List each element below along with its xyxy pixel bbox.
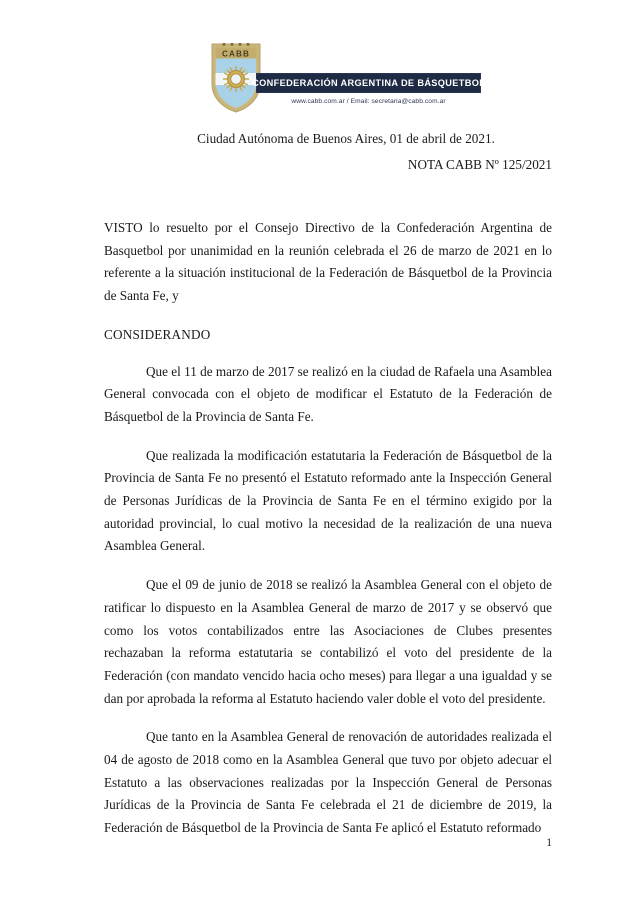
considerando-paragraph-4: Que tanto en la Asamblea General de renovación de autoridades realizada el 04 de agosto de 2018 como en la Asamblea General que tuvo por objeto adecuar el Estatuto a las observaciones realizadas por la Inspección General de Personas Jurídicas de la Provincia de Santa Fe celebrada el 21 de diciembre de 2019, la Federación de Básquetbol de la Provincia de Santa Fe aplicó el Estatuto reformado	[104, 729, 552, 836]
considerando-paragraph-1: Que el 11 de marzo de 2017 se realizó en la ciudad de Rafaela una Asamblea General convocada con el objeto de modificar el Estatuto de la Federación de Básquetbol de la Provincia de Santa Fe.	[104, 363, 552, 424]
organization-banner	[251, 73, 486, 93]
visto-paragraph: VISTO lo resuelto por el Consejo Directivo de la Confederación Argentina de Basquetbol por unanimidad en la reunión celebrada el 26 de marzo de 2021 en lo referente a la situación institucional de la Federación de Básquetbol de la Provincia de Santa Fe, y	[104, 220, 552, 304]
organization-name: CONFEDERACIÓN ARGENTINA DE BÁSQUETBOL	[251, 78, 486, 88]
considerando-heading: CONSIDERANDO	[104, 326, 211, 342]
page-number: 1	[546, 836, 552, 849]
nota-reference: NOTA CABB Nº 125/2021	[407, 157, 552, 172]
considerando-paragraph-2: Que realizada la modificación estatutaria la Federación de Básquetbol de la Provincia de Santa Fe no presentó el Estatuto reformado ante la Inspección General de Personas Jurídicas de la Provincia de Santa Fe en el término exigido por la autoridad provincial, lo cual motivo la necesidad de la realización de una nueva Asamblea General.	[104, 447, 552, 554]
place-and-date: Ciudad Autónoma de Buenos Aires, 01 de abril de 2021.	[197, 131, 495, 146]
letterhead	[0, 34, 640, 124]
letterhead-contact: www.cabb.com.ar / Email: secretaria@cabb.com.ar	[291, 98, 446, 105]
considerando-paragraph-3: Que el 09 de junio de 2018 se realizó la Asamblea General con el objeto de ratificar lo dispuesto en la Asamblea General de marzo de 2017 y se observó que como los votos contabilizados entre las Asociaciones de Clubes presentes rechazaban la reforma estatutaria se contabilizó el voto del presidente de la Federación (con mandato vencido hacia ocho meses) para llegar a una igualdad y se dan por aprobada la reforma al Estatuto haciendo valer doble el voto del presidente.	[104, 577, 552, 706]
svg-text:CABB: CABB	[221, 49, 251, 59]
cabb-crest-logo-icon	[209, 40, 263, 114]
document-body	[104, 131, 552, 856]
